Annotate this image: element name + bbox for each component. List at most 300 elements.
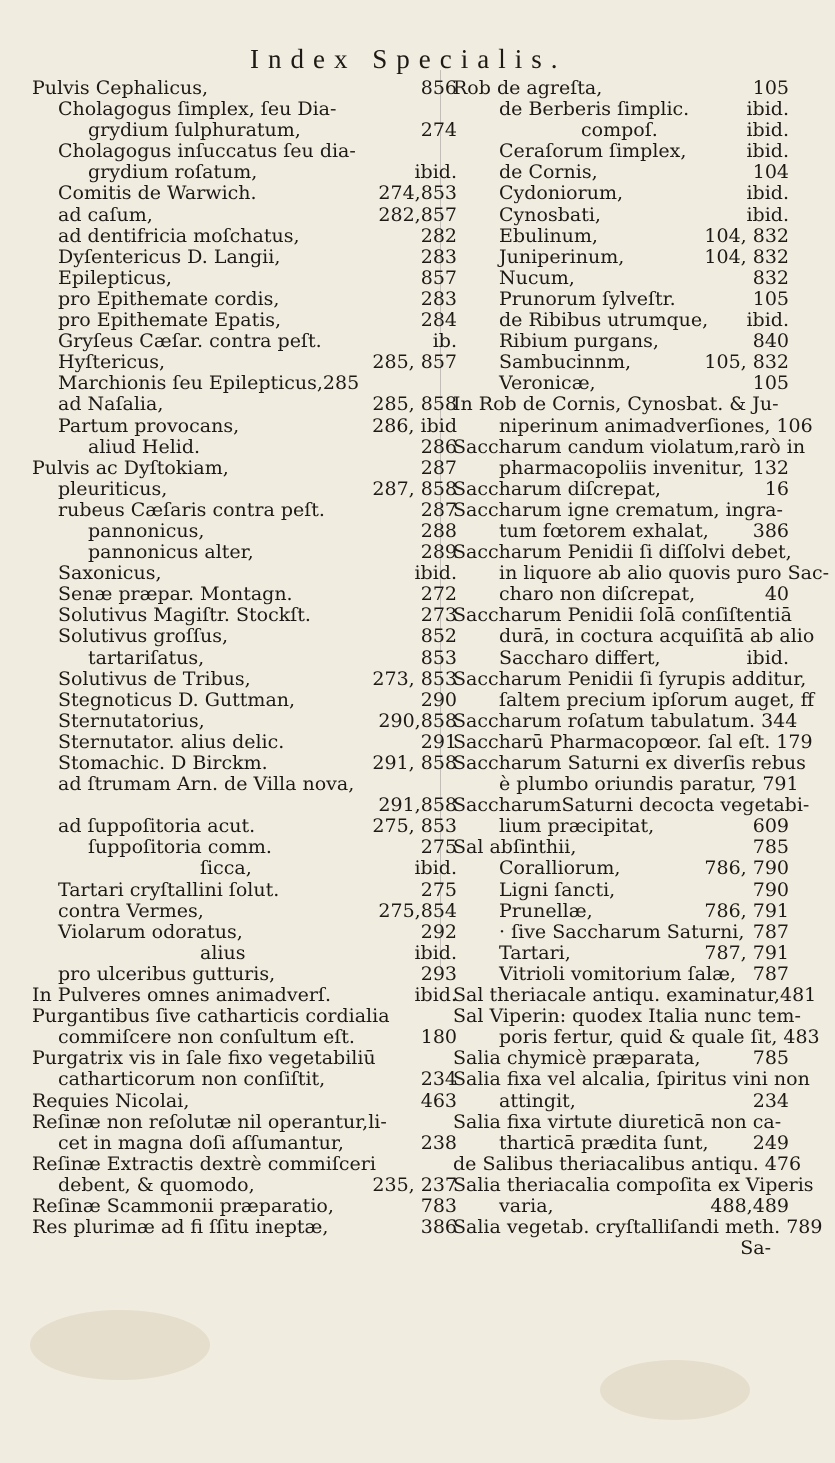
entry-page-ref: 234 [752, 1089, 789, 1112]
index-entry [32, 858, 457, 879]
index-entry [32, 648, 457, 669]
index-entry [32, 1048, 457, 1069]
index-entry [32, 795, 457, 816]
entry-page-ref: 787 [752, 962, 789, 985]
index-entry [453, 373, 789, 394]
entry-page-ref: 275, 853 [372, 815, 457, 838]
entry-term: compoſ. [581, 119, 658, 142]
entry-term: Saccharum diſcrepat, [453, 477, 661, 500]
index-entry [32, 99, 457, 120]
index-entry [453, 625, 815, 648]
entry-page-ref: 786, 790 [704, 857, 789, 880]
entry-page-ref: 286 [420, 435, 457, 458]
entry-term: Marchionis ſeu Epilepticus,285 [58, 372, 360, 395]
entry-page-ref: 104, 832 [704, 245, 789, 268]
index-entry [453, 394, 789, 415]
index-entry [32, 1069, 457, 1090]
entry-page-ref: 272 [420, 583, 457, 606]
entry-term: Reſinæ non reſolutæ nil operantur,li- [32, 1110, 387, 1133]
index-entry [453, 541, 792, 564]
entry-page-ref [801, 1006, 807, 1027]
entry-term: Salia chymicè præparata, [453, 1047, 701, 1070]
index-entry [32, 183, 457, 204]
entry-page-ref: 463 [420, 1089, 457, 1112]
index-entry [32, 922, 457, 943]
index-entry [453, 414, 813, 437]
entry-term: Veronicæ, [499, 372, 596, 395]
index-entry [453, 205, 789, 226]
index-entry [453, 562, 830, 585]
index-entry [453, 120, 789, 141]
entry-term: Saccharum Penidii ſolā conſiſtentiā [453, 604, 792, 627]
entry-term: ſaltem precium ipſorum auget, [499, 688, 795, 711]
entry-page-ref: 290 [420, 688, 457, 711]
index-entry [453, 479, 789, 500]
entry-term: Partum provocans, [58, 414, 240, 437]
entry-term: cet in magna doſi aſſumantur, [58, 1131, 344, 1154]
index-entry [453, 943, 789, 964]
entry-page-ref: 287 [420, 498, 457, 521]
entry-page-ref: 105 [752, 77, 789, 99]
index-entry [453, 1173, 814, 1196]
index-entry [32, 141, 457, 162]
left-column [32, 78, 457, 1238]
entry-page-ref: ibid. [414, 161, 457, 184]
index-entry [32, 669, 457, 690]
index-entry [32, 1027, 457, 1048]
entry-term: ad ſtrumam Arn. de Villa nova, [58, 773, 355, 796]
entry-page-ref: 287, 858 [372, 477, 457, 500]
entry-page-ref: 291, 858 [372, 752, 457, 774]
entry-term: Hyſtericus, [58, 351, 166, 374]
entry-page-ref: 853 [420, 646, 457, 669]
entry-term: Reſinæ Extractis dextrè commiſceri [32, 1152, 376, 1175]
index-entry [453, 773, 799, 796]
index-entry [453, 458, 789, 479]
index-entry [32, 774, 457, 795]
entry-term: Cholagogus ſimplex, ſeu Dia- [58, 98, 337, 121]
entry-page-ref [783, 500, 789, 521]
entry-term: Gryſeus Cæſar. contra peſt. [58, 330, 322, 353]
entry-page-ref: 275 [420, 878, 457, 901]
entry-term: Cholagogus inſuccatus ſeu dia- [58, 140, 356, 163]
entry-term: de Berberis ſimplic. [499, 98, 690, 121]
entry-term: Saccharo differt, [499, 646, 661, 669]
entry-term: pharmacopoliis invenitur, [499, 456, 745, 479]
index-entry [453, 648, 789, 669]
entry-page-ref: 791 [762, 773, 799, 796]
entry-term: de Salibus theriacalibus antiqu. [453, 1152, 759, 1175]
entry-term: pleuriticus, [58, 477, 168, 500]
entry-page-ref: 289 [420, 541, 457, 564]
entry-term: ad caſum, [58, 203, 153, 226]
entry-page-ref: 273 [420, 604, 457, 627]
entry-page-ref: 179 [776, 730, 813, 753]
index-entry [32, 437, 457, 458]
entry-page-ref: 282,857 [378, 203, 457, 226]
entry-page-ref: 275,854 [378, 899, 457, 922]
entry-page-ref: 787, 791 [704, 941, 789, 964]
entry-term: Saxonicus, [58, 562, 162, 585]
index-entry [453, 1068, 810, 1091]
index-entry [453, 816, 789, 837]
index-entry [32, 964, 457, 985]
entry-page-ref: 293 [420, 962, 457, 985]
index-entry [32, 837, 457, 858]
index-entry [453, 984, 817, 1007]
index-entry [453, 1005, 801, 1028]
index-entry [32, 563, 457, 584]
entry-page-ref: 386 [752, 519, 789, 542]
entry-page-ref: 290,858 [378, 709, 457, 732]
entry-term: Saccharum Saturni ex diverſis rebus [453, 752, 806, 774]
entry-page-ref: 105 [752, 372, 789, 395]
entry-page-ref [805, 437, 811, 458]
entry-term: Pulvis ac Dyſtokiam, [32, 456, 229, 479]
entry-term: in liquore ab alio quovis puro Sac- [499, 562, 830, 585]
entry-term: tartariſatus, [88, 646, 205, 669]
entry-term: charo non diſcrepat, [499, 583, 696, 606]
entry-term: Saccharum igne crematum, ingra- [453, 498, 783, 521]
entry-term: tharticā prædita ſunt, [499, 1131, 709, 1154]
index-entry [32, 880, 457, 901]
index-entry [453, 183, 789, 204]
entry-term: Sal abſinthii, [453, 836, 577, 859]
entry-page-ref: ibid. [746, 98, 789, 121]
entry-page-ref: 104 [752, 161, 789, 184]
entry-page-ref: ibid. [414, 857, 457, 880]
entry-term: Ligni ſancti, [499, 878, 616, 901]
entry-page-ref: 344 [761, 709, 798, 732]
entry-page-ref: 238 [420, 1131, 457, 1154]
index-entry [453, 500, 789, 521]
entry-term: Sternutator. alius delic. [58, 730, 285, 753]
entry-page-ref: 275 [420, 836, 457, 859]
entry-page-ref [806, 753, 812, 774]
index-entry [32, 479, 457, 500]
entry-term: de Cornis, [499, 161, 598, 184]
entry-page-ref: ibid. [746, 646, 789, 669]
index-entry [32, 732, 457, 753]
index-entry [453, 901, 789, 922]
entry-term: Epilepticus, [58, 266, 172, 289]
entry-page-ref: 180 [420, 1026, 457, 1049]
entry-term: Juniperinum, [499, 245, 625, 268]
entry-term: SaccharumSaturni decocta vegetabi- [453, 794, 810, 817]
index-entry [32, 78, 457, 99]
index-entry [453, 584, 789, 605]
entry-term: Prunorum ſylveſtr. [499, 287, 676, 310]
index-entry [32, 542, 457, 563]
index-entry [453, 352, 789, 373]
entry-page-ref: ibid. [746, 203, 789, 226]
index-entry [453, 1048, 789, 1069]
index-entry [32, 416, 457, 437]
index-entry [453, 331, 789, 352]
entry-term: Pulvis Cephalicus, [32, 77, 209, 99]
index-entry [453, 1026, 820, 1049]
entry-term: Nucum, [499, 266, 575, 289]
entry-page-ref: 292 [420, 920, 457, 943]
index-entry [32, 1154, 457, 1175]
entry-term: Sal theriacale antiqu. examinatur,481 [453, 984, 817, 1007]
entry-term: Salia fixa virtute diureticā non ca- [453, 1110, 782, 1133]
entry-term: niperinum animadverſiones, [499, 414, 771, 437]
entry-term: Coralliorum, [499, 857, 621, 880]
entry-term: Comitis de Warwich. [58, 182, 257, 205]
index-entry [32, 816, 457, 837]
index-entry [32, 226, 457, 247]
index-entry [32, 394, 457, 415]
entry-term: Purgantibus ſive catharticis cordialia [32, 1005, 390, 1028]
entry-page-ref: 609 [752, 815, 789, 838]
entry-term: Saccharū Pharmacopœor. ſal eſt. [453, 730, 771, 753]
entry-page-ref: 235, 237 [372, 1173, 457, 1196]
entry-term: pro Epithemate cordis, [58, 287, 280, 310]
entry-term: Tartari cryſtallini ſolut. [58, 878, 280, 901]
entry-page-ref: 285, 857 [372, 351, 457, 374]
entry-page-ref: 787 [752, 920, 789, 943]
entry-term: ſuppoſitoria comm. [88, 836, 272, 859]
index-entry [453, 310, 789, 331]
entry-page-ref: 856 [420, 77, 457, 99]
entry-term: varia, [499, 1194, 554, 1217]
index-entry [32, 162, 457, 183]
index-entry [32, 1196, 457, 1217]
entry-page-ref [814, 1175, 820, 1196]
entry-page-ref: 488,489 [710, 1194, 789, 1217]
entry-term: Saccharum roſatum tabulatum. [453, 709, 756, 732]
index-entry [32, 1133, 457, 1154]
index-entry [32, 753, 457, 774]
entry-term: grydium roſatum, [88, 161, 258, 184]
entry-term: Saccharum Penidii ſi ſyrupis additur, [453, 667, 807, 690]
entry-term: Sternutatorius, [58, 709, 205, 732]
entry-term: pro Epithemate Epatis, [58, 309, 282, 332]
entry-page-ref: 285, 858 [372, 393, 457, 416]
entry-page-ref: 40 [764, 583, 789, 606]
entry-page-ref: ibid. [414, 984, 457, 1007]
entry-page-ref: 785 [752, 836, 789, 859]
entry-term: Salia fixa vel alcalia, ſpiritus vini non [453, 1068, 810, 1091]
entry-term: Solutivus groſſus, [58, 625, 229, 648]
index-entry [453, 99, 789, 120]
entry-page-ref: 249 [752, 1131, 789, 1154]
entry-page-ref [810, 1069, 816, 1090]
index-entry [32, 1217, 457, 1238]
index-entry [453, 289, 789, 310]
entry-term: ad dentifricia moſchatus, [58, 224, 300, 247]
entry-term: In Rob de Cornis, Cynosbat. & Ju- [453, 393, 779, 416]
index-entry [453, 604, 792, 627]
entry-term: Sal Viperin: quodex Italia nunc tem- [453, 1005, 801, 1028]
index-entry [453, 226, 789, 247]
entry-term: Saccharum Penidii ſi diſſolvi debet, [453, 541, 792, 564]
index-entry [453, 162, 789, 183]
entry-term: debent, & quomodo, [58, 1173, 255, 1196]
index-entry [32, 584, 457, 605]
entry-term: aliud Helid. [88, 435, 201, 458]
entry-page-ref [792, 605, 798, 626]
entry-term: Ribium purgans, [499, 330, 659, 353]
index-entry [32, 500, 457, 521]
entry-term: In Pulveres omnes animadverſ. [32, 984, 331, 1007]
entry-page-ref: 105, 832 [704, 351, 789, 374]
entry-page-ref [783, 394, 789, 415]
entry-page-ref: 840 [752, 330, 789, 353]
entry-page-ref: 789 [786, 1216, 823, 1239]
index-entry [32, 1112, 457, 1133]
catchword: Sa- [740, 1237, 771, 1260]
index-entry [453, 730, 813, 753]
entry-term: lium præcipitat, [499, 815, 655, 838]
index-entry [32, 985, 457, 1006]
entry-page-ref: 291 [420, 730, 457, 753]
entry-term: Salia vegetab. cryſtalliſandi meth. [453, 1216, 781, 1239]
entry-term: Stegnoticus D. Guttman, [58, 688, 296, 711]
entry-term: grydium ſulphuratum, [88, 119, 301, 142]
entry-page-ref: ibid. [746, 140, 789, 163]
entry-term: ad Naſalia, [58, 393, 164, 416]
entry-page-ref: ff [800, 688, 815, 711]
entry-term: rubeus Cæſaris contra peſt. [58, 498, 325, 521]
entry-page-ref: 105 [752, 287, 789, 310]
index-entry [32, 247, 457, 268]
entry-page-ref: ibid. [414, 941, 457, 964]
index-entry [32, 605, 457, 626]
entry-term: Rob de agreſta, [453, 77, 603, 99]
entry-term: de Ribibus utrumque, [499, 309, 709, 332]
index-entry [453, 141, 789, 162]
index-entry [453, 688, 815, 711]
index-entry [453, 1196, 789, 1217]
index-entry [453, 667, 807, 690]
entry-term: Tartari, [499, 941, 571, 964]
entry-page-ref: ibid. [414, 562, 457, 585]
index-entry [453, 858, 789, 879]
entry-page-ref: 386 [420, 1216, 457, 1239]
entry-page-ref: 288 [420, 519, 457, 542]
entry-term: pro ulceribus gutturis, [58, 962, 276, 985]
index-entry [453, 1152, 802, 1175]
entry-page-ref: 790 [752, 878, 789, 901]
entry-page-ref: 476 [764, 1152, 802, 1175]
entry-term: Prunellæ, [499, 899, 593, 922]
entry-page-ref: 274 [420, 119, 457, 142]
entry-term: pannonicus, [88, 519, 205, 542]
entry-page-ref: ibid. [746, 119, 789, 142]
entry-term: ſicca, [200, 857, 252, 880]
entry-page-ref: ib. [432, 330, 457, 353]
entry-page-ref: 857 [420, 266, 457, 289]
index-entry [453, 1216, 823, 1239]
entry-term: alius [200, 941, 246, 964]
entry-term: Cydoniorum, [499, 182, 624, 205]
entry-term: tum fœtorem exhalat, [499, 519, 709, 542]
entry-page-ref [783, 1112, 789, 1133]
entry-term: Solutivus de Tribus, [58, 667, 251, 690]
index-entry [453, 435, 806, 458]
entry-page-ref: ibid. [746, 309, 789, 332]
entry-term: Stomachic. D Birckm. [58, 752, 268, 774]
index-entry [32, 1091, 457, 1112]
entry-term: attingit, [499, 1089, 576, 1112]
index-entry [453, 837, 789, 858]
entry-term: Solutivus Magiſtr. Stockſt. [58, 604, 311, 627]
index-entry [32, 711, 457, 732]
entry-page-ref: ibid. [746, 182, 789, 205]
entry-term: Ceraſorum ſimplex, [499, 140, 687, 163]
index-entry [453, 964, 789, 985]
entry-term: Salia theriacalia compoſita ex Viperis [453, 1173, 814, 1196]
index-entry [453, 268, 789, 289]
index-entry [32, 943, 457, 964]
paper-stain [30, 1310, 210, 1380]
entry-page-ref: 286, ibid [372, 414, 457, 437]
entry-page-ref: 786, 791 [704, 899, 789, 922]
index-entry [32, 205, 457, 226]
entry-term: Requies Nicolai, [32, 1089, 190, 1112]
entry-page-ref [816, 985, 822, 1006]
index-entry [453, 247, 789, 268]
index-entry [453, 752, 806, 774]
entry-page-ref: 783 [420, 1194, 457, 1217]
entry-term: ad ſuppoſitoria acut. [58, 815, 256, 838]
entry-term: è plumbo oriundis paratur, [499, 773, 757, 796]
index-entry [32, 373, 457, 394]
entry-page-ref [809, 795, 815, 816]
entry-page-ref: 483 [783, 1026, 820, 1049]
index-entry [453, 922, 789, 943]
entry-term: pannonicus alter, [88, 541, 254, 564]
entry-term: Purgatrix vis in ſale fixo vegetabiliū [32, 1047, 376, 1070]
entry-term: Violarum odoratus, [58, 920, 243, 943]
entry-term: Res plurimæ ad fi ſſitu ineptæ, [32, 1216, 329, 1239]
entry-term: poris fertur, quid & quale ſit, [499, 1026, 778, 1049]
entry-page-ref: 104, 832 [704, 224, 789, 247]
entry-term: Ebulinum, [499, 224, 598, 247]
entry-page-ref: 785 [752, 1047, 789, 1070]
index-entry [32, 690, 457, 711]
index-entry [32, 289, 457, 310]
entry-term: catharticorum non conſiſtit, [58, 1068, 326, 1091]
index-entry [32, 521, 457, 542]
index-entry [32, 310, 457, 331]
paper-stain [600, 1360, 750, 1420]
index-entry [32, 1006, 457, 1027]
index-entry [453, 1091, 789, 1112]
index-entry [453, 521, 789, 542]
index-entry [453, 78, 789, 99]
index-entry [32, 626, 457, 647]
entry-page-ref [792, 542, 798, 563]
entry-term: Senæ præpar. Montagn. [58, 583, 293, 606]
index-entry [453, 1133, 789, 1154]
index-entry [453, 794, 810, 817]
index-entry [453, 709, 798, 732]
index-entry [32, 1175, 457, 1196]
entry-term: · ſive Saccharum Saturni, [499, 920, 745, 943]
page-header: Index Specialis. [250, 44, 567, 74]
entry-page-ref: 132 [752, 456, 789, 479]
entry-term: Cynosbati, [499, 203, 601, 226]
entry-page-ref [814, 626, 820, 647]
entry-term: Vitrioli vomitorium ſalæ, [499, 962, 737, 985]
entry-term: Sambucinnm, [499, 351, 632, 374]
entry-page-ref: 274,853 [378, 182, 457, 205]
entry-term: durā, in coctura acquiſitā ab alio [499, 625, 815, 648]
index-entry [32, 352, 457, 373]
